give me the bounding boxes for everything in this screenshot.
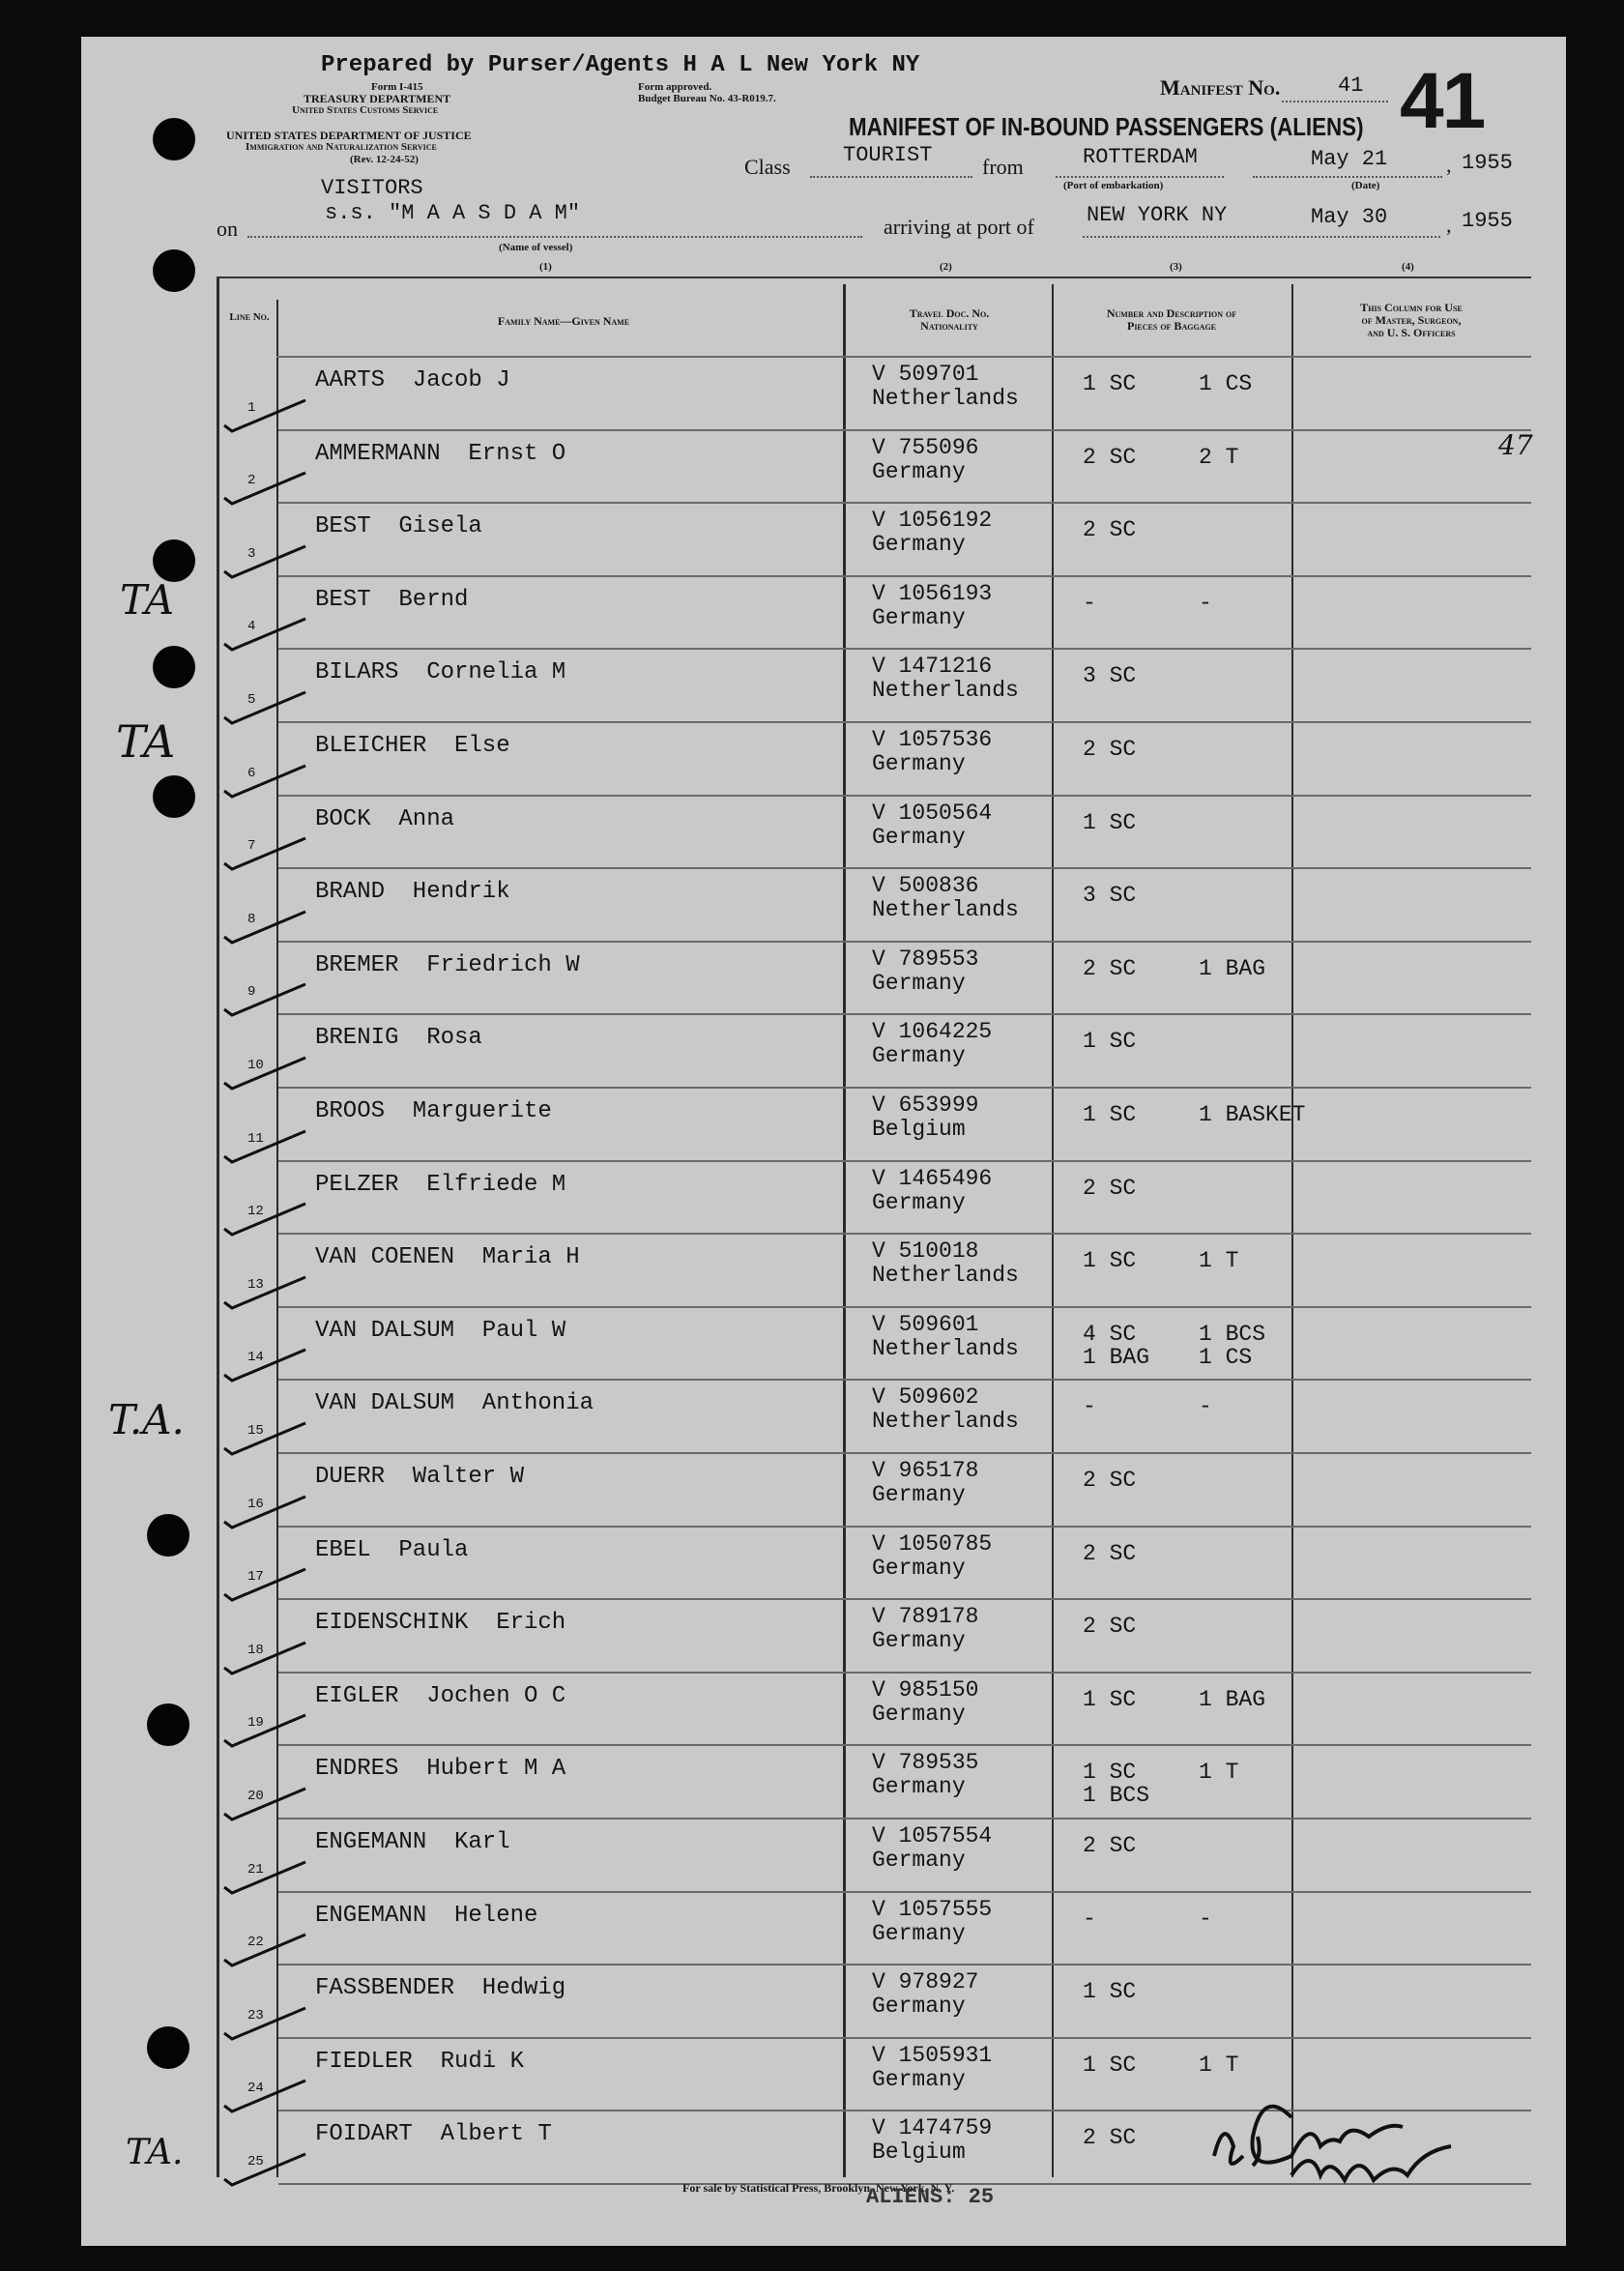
- passenger-given-name: Jochen O C: [426, 1682, 566, 1709]
- col-num-2: (2): [940, 261, 952, 273]
- baggage-item: 2 SC: [1083, 1833, 1137, 1858]
- baggage-item: 2 SC: [1083, 444, 1137, 470]
- col-header-line: [224, 311, 275, 324]
- manifest-no: 41: [1338, 73, 1364, 98]
- port-caption: (Port of embarkation): [1063, 180, 1164, 191]
- passenger-given-name: Walter W: [412, 1464, 525, 1490]
- row-divider: [278, 1744, 1531, 1746]
- baggage-item: 1 BCS: [1199, 1321, 1266, 1347]
- passenger-family-name: FASSBENDER: [315, 1975, 455, 2002]
- row-divider: [278, 429, 1531, 431]
- col-header-doc-2: Nationality: [920, 319, 978, 333]
- baggage-item: 2 T: [1199, 444, 1239, 470]
- passenger-given-name: Marguerite: [412, 1098, 552, 1124]
- ta-note: T.A.: [108, 1396, 185, 1443]
- line-number: 25: [247, 2154, 264, 2169]
- arrival-date: May 30: [1311, 205, 1388, 229]
- col-header-baggage-2: Pieces of Baggage: [1126, 319, 1216, 333]
- check-mark: [222, 1054, 309, 1092]
- passenger-given-name: Jacob J: [412, 367, 510, 393]
- row-divider: [278, 575, 1531, 577]
- travel-doc-number: V 789553: [872, 946, 979, 972]
- passenger-given-name: Paula: [398, 1536, 469, 1563]
- nationality: Germany: [872, 1628, 966, 1654]
- line-number: 18: [247, 1642, 264, 1658]
- col-num-1: (1): [539, 261, 552, 273]
- travel-doc-number: V 1056192: [872, 508, 993, 534]
- nationality: Netherlands: [872, 1335, 1019, 1361]
- passenger-family-name: EBEL: [315, 1536, 371, 1563]
- nationality: Germany: [872, 532, 966, 558]
- passenger-family-name: ENDRES: [315, 1756, 399, 1783]
- ta-note: TA: [120, 576, 175, 624]
- travel-doc-number: V 1057555: [872, 1896, 993, 1922]
- col-header-baggage-1: Number and Description of: [1106, 306, 1237, 320]
- baggage-item: 1 SC: [1083, 809, 1137, 835]
- treasury-dept: TREASURY DEPARTMENT: [304, 92, 451, 105]
- travel-doc-number: V 1471216: [872, 654, 993, 680]
- row-divider: [278, 721, 1531, 723]
- check-mark: [222, 1493, 309, 1531]
- passenger-given-name: Rudi K: [440, 2048, 525, 2075]
- from-label: from: [982, 155, 1024, 179]
- row-divider: [278, 795, 1531, 797]
- col-header-doc-1: Travel Doc. No.: [909, 306, 990, 320]
- travel-doc-number: V 789178: [872, 1604, 979, 1630]
- port-embarkation: ROTTERDAM: [1083, 145, 1198, 169]
- passenger-given-name: Karl: [454, 1829, 510, 1855]
- baggage-item: -: [1199, 1906, 1212, 1932]
- nationality: Germany: [872, 824, 966, 850]
- check-mark: [222, 1419, 309, 1458]
- line-number: 13: [247, 1276, 264, 1293]
- nationality: Germany: [872, 1848, 966, 1873]
- baggage-item: 2 SC: [1083, 955, 1137, 981]
- baggage-item: 1 BAG: [1083, 1344, 1150, 1370]
- arrival-port: NEW YORK NY: [1087, 203, 1228, 227]
- row-divider: [278, 867, 1531, 869]
- nationality: Netherlands: [872, 1409, 1019, 1435]
- passenger-given-name: Helene: [454, 1902, 538, 1929]
- col-header-line-text: Line No.: [229, 311, 270, 323]
- punch-hole: [153, 646, 195, 688]
- punch-hole: [153, 249, 195, 292]
- travel-doc-number: V 1050785: [872, 1530, 993, 1557]
- nationality: Germany: [872, 458, 966, 484]
- line-number: 24: [247, 2081, 264, 2097]
- line-number: 10: [247, 1058, 264, 1073]
- baggage-item: 1 SC: [1083, 1760, 1137, 1786]
- passenger-given-name: Gisela: [398, 513, 482, 540]
- count-note: 47: [1498, 429, 1533, 461]
- line-number: 22: [247, 1935, 264, 1951]
- row-divider: [278, 1818, 1531, 1820]
- class-value: TOURIST: [843, 143, 933, 167]
- line-number: 9: [247, 984, 256, 1001]
- baggage-item: 3 SC: [1083, 663, 1137, 689]
- punch-hole: [153, 775, 195, 818]
- row-divider: [278, 1672, 1531, 1674]
- travel-doc-number: V 509602: [872, 1384, 979, 1411]
- passenger-family-name: DUERR: [315, 1464, 386, 1490]
- col-header-baggage: [1058, 307, 1286, 333]
- travel-doc-number: V 1057536: [872, 727, 993, 752]
- printer-credit: For sale by Statistical Press, Brooklyn, New York, N. Y.: [682, 2181, 955, 2195]
- baggage-item: 2 SC: [1083, 517, 1137, 543]
- travel-doc-number: V 1056193: [872, 580, 993, 606]
- passenger-given-name: Friedrich W: [426, 951, 580, 978]
- baggage-item: 2 SC: [1083, 737, 1137, 762]
- manifest-no-label: Manifest No.: [1160, 75, 1281, 100]
- line-number: 2: [247, 473, 256, 489]
- col-header-name: [290, 315, 837, 328]
- check-mark: [222, 1931, 309, 1969]
- baggage-item: 1 BCS: [1083, 1783, 1150, 1809]
- nationality: Germany: [872, 604, 966, 630]
- punch-hole: [153, 118, 195, 160]
- form-number: Form I-415: [371, 81, 423, 93]
- baggage-item: 1 SC: [1083, 1102, 1137, 1127]
- baggage-item: 1 T: [1199, 1248, 1239, 1274]
- travel-doc-number: V 1050564: [872, 800, 993, 826]
- row-divider: [278, 1964, 1531, 1965]
- row-divider: [278, 1379, 1531, 1381]
- nationality: Germany: [872, 1994, 966, 2020]
- line-number: 21: [247, 1861, 264, 1878]
- travel-doc-number: V 1465496: [872, 1165, 993, 1191]
- baggage-item: 1 SC: [1083, 1979, 1137, 2005]
- nationality: Netherlands: [872, 386, 1019, 411]
- line-number: 3: [247, 545, 256, 562]
- travel-doc-number: V 985150: [872, 1676, 979, 1703]
- officer-signature: [1195, 2079, 1465, 2204]
- nationality: Germany: [872, 1043, 966, 1069]
- check-mark: [222, 2077, 309, 2115]
- check-mark: [222, 834, 309, 873]
- check-mark: [222, 396, 309, 435]
- row-divider: [278, 1306, 1531, 1308]
- travel-doc-number: V 510018: [872, 1238, 979, 1265]
- nationality: Germany: [872, 970, 966, 996]
- baggage-item: 1 T: [1199, 2052, 1239, 2078]
- travel-doc-number: V 509601: [872, 1311, 979, 1337]
- vessel-name: s.s. "M A A S D A M": [325, 201, 581, 225]
- nationality: Germany: [872, 751, 966, 776]
- travel-doc-number: V 789535: [872, 1750, 979, 1776]
- col-num-3: (3): [1170, 261, 1182, 273]
- line-number: 17: [247, 1569, 264, 1586]
- col-header-name-text: Family Name—Given Name: [497, 314, 630, 328]
- passenger-family-name: BEST: [315, 586, 371, 613]
- passenger-given-name: Albert T: [440, 2121, 552, 2148]
- baggage-item: 1 SC: [1083, 1248, 1137, 1274]
- check-mark: [222, 1346, 309, 1384]
- punch-hole: [147, 1514, 189, 1557]
- check-mark: [222, 1200, 309, 1238]
- passenger-given-name: Anna: [398, 805, 454, 832]
- passenger-family-name: BROOS: [315, 1098, 386, 1124]
- passenger-family-name: VAN COENEN: [315, 1244, 455, 1271]
- baggage-item: 1 CS: [1199, 371, 1253, 396]
- passenger-family-name: BEST: [315, 513, 371, 540]
- check-mark: [222, 1565, 309, 1604]
- row-divider: [278, 1452, 1531, 1454]
- baggage-item: 3 SC: [1083, 883, 1137, 909]
- check-mark: [222, 2150, 309, 2189]
- col-header-officers: [1297, 302, 1525, 339]
- row-divider: [278, 502, 1531, 504]
- passenger-given-name: Else: [454, 733, 510, 759]
- row-divider: [278, 2037, 1531, 2039]
- nationality: Germany: [872, 1189, 966, 1215]
- baggage-item: 1 SC: [1083, 1029, 1137, 1055]
- passenger-given-name: Hubert M A: [426, 1756, 566, 1783]
- travel-doc-number: V 1474759: [872, 2115, 993, 2141]
- row-divider: [278, 1087, 1531, 1089]
- embark-date: May 21: [1311, 147, 1388, 171]
- baggage-item: 2 SC: [1083, 1468, 1137, 1493]
- baggage-item: 2 SC: [1083, 2125, 1137, 2151]
- prepared-by: Prepared by Purser/Agents H A L New York NY: [321, 52, 920, 78]
- ins-label: Immigration and Naturalization Service: [246, 141, 437, 153]
- passenger-given-name: Bernd: [398, 586, 469, 613]
- check-mark: [222, 542, 309, 581]
- check-mark: [222, 1785, 309, 1823]
- travel-doc-number: V 965178: [872, 1458, 979, 1483]
- check-mark: [222, 615, 309, 654]
- baggage-item: 4 SC: [1083, 1321, 1137, 1347]
- baggage-item: 1 SC: [1083, 2052, 1137, 2078]
- baggage-item: 1 SC: [1083, 1686, 1137, 1712]
- line-number: 11: [247, 1130, 264, 1147]
- check-mark: [222, 980, 309, 1019]
- arrival-year: 1955: [1462, 209, 1513, 233]
- passenger-family-name: BRAND: [315, 879, 386, 906]
- punch-hole: [147, 1703, 189, 1746]
- passenger-given-name: Elfriede M: [426, 1171, 566, 1198]
- col-num-4: (4): [1402, 261, 1414, 273]
- nationality: Germany: [872, 1555, 966, 1581]
- punch-hole: [147, 2026, 189, 2069]
- passenger-family-name: EIDENSCHINK: [315, 1610, 469, 1637]
- row-divider: [278, 941, 1531, 943]
- row-divider: [278, 1598, 1531, 1600]
- line-number: 4: [247, 619, 256, 635]
- nationality: Netherlands: [872, 1263, 1019, 1289]
- check-mark: [222, 1858, 309, 1897]
- baggage-item: 1 BAG: [1199, 1686, 1266, 1712]
- row-divider: [278, 1526, 1531, 1528]
- passenger-family-name: BLEICHER: [315, 733, 427, 759]
- passenger-family-name: BILARS: [315, 659, 399, 686]
- date-caption: (Date): [1351, 180, 1380, 191]
- row-divider: [278, 648, 1531, 650]
- ta-note: TA: [116, 715, 176, 768]
- nationality: Germany: [872, 1701, 966, 1727]
- check-mark: [222, 1273, 309, 1312]
- baggage-item: 1 T: [1199, 1760, 1239, 1786]
- baggage-item: 2 SC: [1083, 1614, 1137, 1640]
- check-mark: [222, 1639, 309, 1677]
- vessel-caption: (Name of vessel): [499, 242, 573, 253]
- baggage-item: -: [1083, 1906, 1096, 1932]
- doj-label: UNITED STATES DEPARTMENT OF JUSTICE: [226, 129, 472, 142]
- passenger-family-name: VAN DALSUM: [315, 1317, 455, 1344]
- col-header-doc: [851, 307, 1048, 333]
- baggage-item: -: [1083, 1394, 1096, 1420]
- passenger-given-name: Hendrik: [412, 879, 510, 906]
- travel-doc-number: V 1505931: [872, 2042, 993, 2068]
- check-mark: [222, 762, 309, 801]
- customs-service: United States Customs Service: [292, 104, 439, 116]
- travel-doc-number: V 1064225: [872, 1019, 993, 1045]
- travel-doc-number: V 509701: [872, 362, 979, 387]
- visitors-label: VISITORS: [321, 176, 423, 200]
- travel-doc-number: V 978927: [872, 1969, 979, 1995]
- nationality: Netherlands: [872, 678, 1019, 704]
- manifest-stamp: 41: [1400, 57, 1485, 145]
- form-approved: Form approved.: [638, 81, 712, 93]
- nationality: Netherlands: [872, 897, 1019, 923]
- line-number: 7: [247, 838, 256, 855]
- check-mark: [222, 1711, 309, 1750]
- baggage-item: 1 BASKET: [1199, 1102, 1306, 1127]
- passenger-family-name: BRENIG: [315, 1025, 399, 1052]
- passenger-given-name: Anthonia: [481, 1390, 594, 1417]
- passenger-family-name: PELZER: [315, 1171, 399, 1198]
- travel-doc-number: V 755096: [872, 434, 979, 460]
- line-number: 12: [247, 1204, 264, 1220]
- line-number: 16: [247, 1496, 264, 1512]
- travel-doc-number: V 653999: [872, 1092, 979, 1118]
- passenger-family-name: VAN DALSUM: [315, 1390, 455, 1417]
- passenger-given-name: Maria H: [481, 1244, 580, 1271]
- line-number: 23: [247, 2007, 264, 2024]
- check-mark: [222, 908, 309, 946]
- travel-doc-number: V 500836: [872, 873, 979, 899]
- check-mark: [222, 469, 309, 508]
- nationality: Germany: [872, 1774, 966, 1800]
- ta-note: TA.: [126, 2133, 184, 2172]
- col-header-officers-3: and U. S. Officers: [1367, 326, 1456, 339]
- nationality: Germany: [872, 2066, 966, 2092]
- row-divider: [278, 1233, 1531, 1235]
- col-header-officers-1: This Column for Use: [1360, 301, 1463, 314]
- passenger-given-name: Hedwig: [481, 1975, 566, 2002]
- line-number: 6: [247, 765, 256, 781]
- check-mark: [222, 1127, 309, 1166]
- baggage-item: 1 SC: [1083, 371, 1137, 396]
- class-label: Class: [744, 155, 791, 179]
- passenger-given-name: Ernst O: [468, 440, 566, 467]
- line-number: 5: [247, 692, 256, 708]
- baggage-item: -: [1083, 590, 1096, 616]
- travel-doc-number: V 1057554: [872, 1823, 993, 1849]
- aliens-total: ALIENS: 25: [866, 2185, 995, 2209]
- col-header-officers-2: of Master, Surgeon,: [1361, 313, 1462, 327]
- passenger-family-name: FIEDLER: [315, 2048, 413, 2075]
- baggage-item: 1 CS: [1199, 1344, 1253, 1370]
- baggage-item: -: [1199, 590, 1212, 616]
- baggage-item: 2 SC: [1083, 1175, 1137, 1201]
- embark-year: 1955: [1462, 151, 1513, 175]
- nationality: Belgium: [872, 2140, 966, 2166]
- passenger-family-name: EIGLER: [315, 1682, 399, 1709]
- baggage-item: -: [1199, 1394, 1212, 1420]
- check-mark: [222, 2004, 309, 2043]
- row-divider: [278, 1013, 1531, 1015]
- passenger-family-name: AMMERMANN: [315, 440, 441, 467]
- passenger-family-name: BOCK: [315, 805, 371, 832]
- passenger-family-name: AARTS: [315, 367, 386, 393]
- passenger-given-name: Cornelia M: [426, 659, 566, 686]
- on-label: on: [217, 217, 238, 241]
- revision: (Rev. 12-24-52): [350, 154, 419, 165]
- line-number: 14: [247, 1350, 264, 1366]
- passenger-given-name: Paul W: [481, 1317, 566, 1344]
- baggage-item: 2 SC: [1083, 1540, 1137, 1566]
- line-number: 20: [247, 1789, 264, 1804]
- check-mark: [222, 688, 309, 727]
- baggage-item: 1 BAG: [1199, 955, 1266, 981]
- passenger-given-name: Rosa: [426, 1025, 482, 1052]
- passenger-family-name: BREMER: [315, 951, 399, 978]
- budget-bureau: Budget Bureau No. 43-R019.7.: [638, 93, 776, 104]
- passenger-family-name: ENGEMANN: [315, 1829, 427, 1855]
- manifest-title: MANIFEST OF IN-BOUND PASSENGERS (ALIENS): [849, 112, 1364, 141]
- line-number: 15: [247, 1423, 264, 1439]
- nationality: Germany: [872, 1920, 966, 1946]
- row-divider: [278, 1160, 1531, 1162]
- line-number: 8: [247, 911, 256, 927]
- passenger-given-name: Erich: [496, 1610, 566, 1637]
- nationality: Belgium: [872, 1117, 966, 1142]
- passenger-family-name: FOIDART: [315, 2121, 413, 2148]
- nationality: Germany: [872, 1482, 966, 1507]
- line-number: 19: [247, 1715, 264, 1732]
- line-number: 1: [247, 399, 256, 416]
- arriving-label: arriving at port of: [884, 215, 1034, 239]
- passenger-family-name: ENGEMANN: [315, 1902, 427, 1929]
- row-divider: [278, 1891, 1531, 1893]
